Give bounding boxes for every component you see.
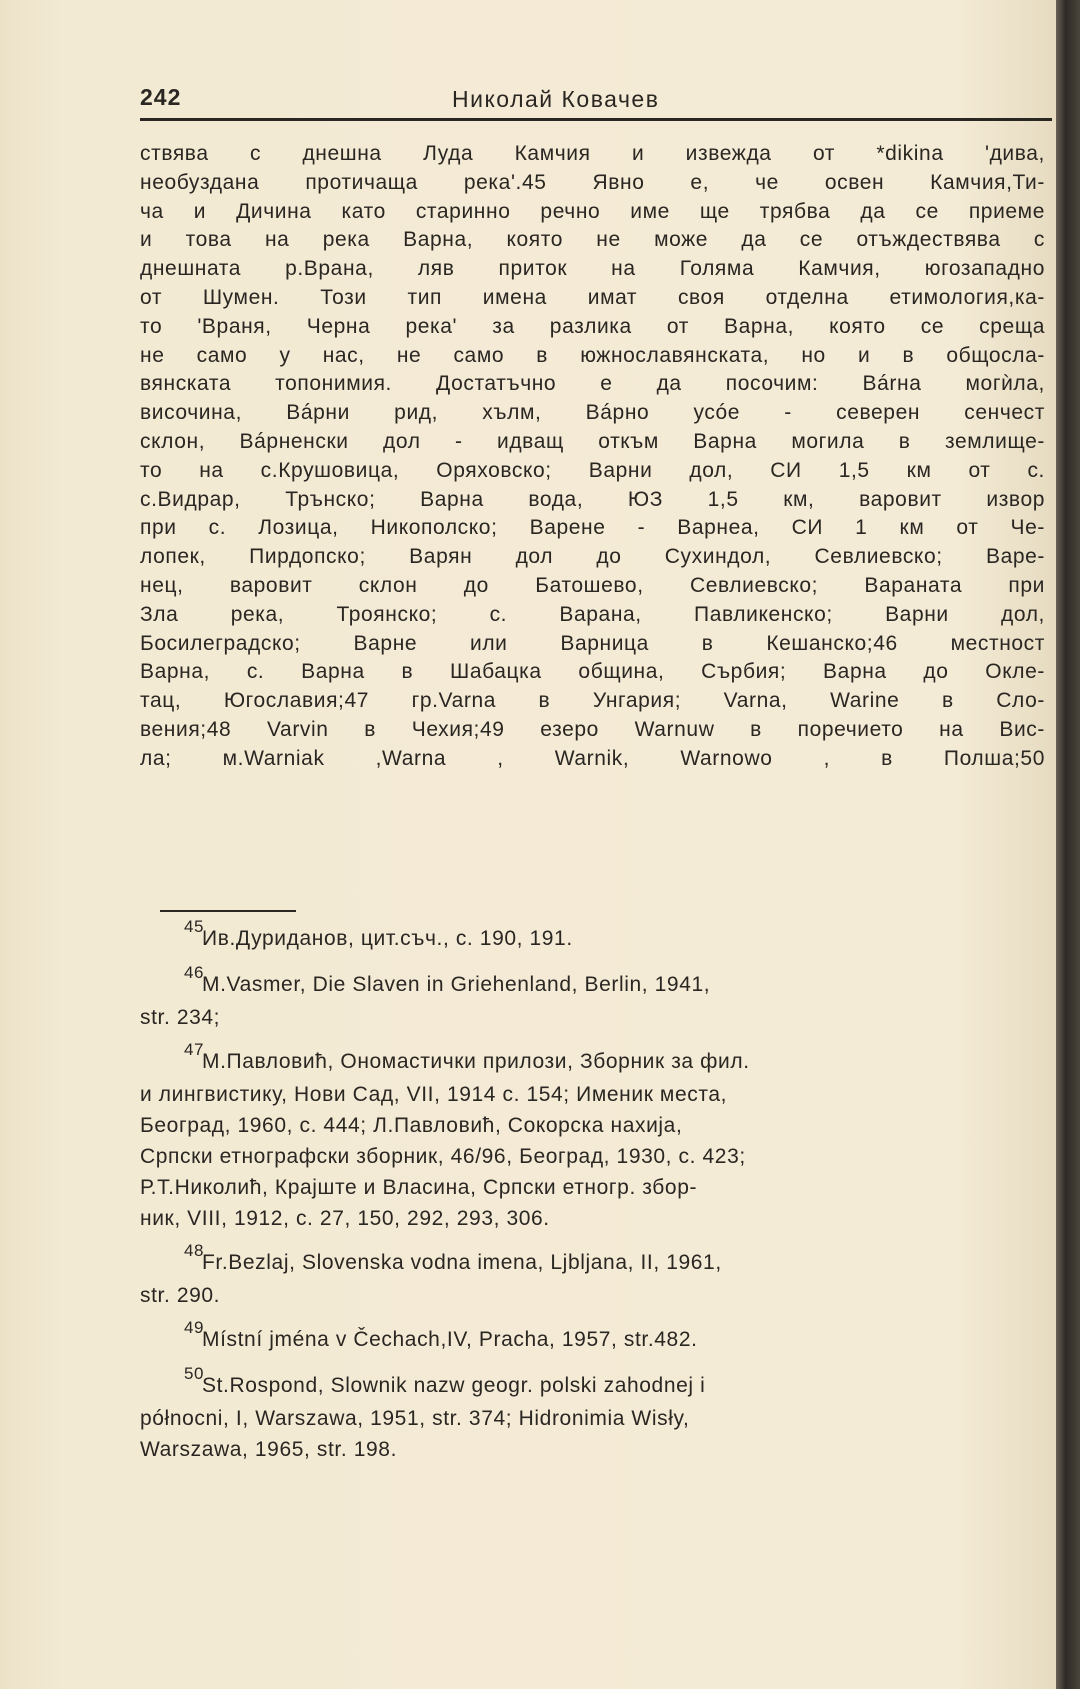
text-line: вения;48 Varvin в Чехия;49 езеро Warnuw в поречието на Вис- — [140, 717, 1045, 741]
header-rule — [140, 118, 1052, 121]
footnote-line: Р.Т.Николић, Крајште и Власина, Српски етногр. збор- — [140, 1176, 698, 1199]
footnote-line: M.Vasmer, Die Slaven in Griehenland, Berlin, 1941, — [202, 973, 711, 996]
footnote — [140, 1364, 1045, 1465]
running-title: Николай Ковачев — [452, 86, 660, 112]
footnotes — [140, 917, 1045, 1477]
text-line: ча и Дичина като старинно речно име ще трябва да се приеме — [140, 199, 1045, 223]
text-line: ла; м.Warniak ,Warna , Warnik, Warnowo , в Полша;50 — [140, 746, 1045, 770]
text-line: височина, Вáрни рид, хълм, Вáрно усóе - северен сенчест — [140, 401, 1045, 425]
text-line: Босилеградско; Варне или Варница в Кешанско;46 местност — [140, 631, 1045, 655]
footnote-line: północni, I, Warszawa, 1951, str. 374; Hidronimia Wisły, — [140, 1407, 690, 1430]
footnote — [140, 1241, 1045, 1311]
text-line: Зла река, Троянско; с. Варана, Павликенско; Варни дол, — [140, 602, 1045, 626]
footnote-line: ник, VIII, 1912, с. 27, 150, 292, 293, 306. — [140, 1207, 550, 1230]
footnote-line: St.Rospond, Slownik nazw geogr. polski zahodnej i — [202, 1374, 706, 1397]
text-line: необуздана протичаща река'.45 Явно е, че освен Камчия,Ти- — [140, 170, 1045, 194]
footnote-number: 48 — [184, 1241, 205, 1260]
text-line: при с. Лозица, Никополско; Варене - Варнеа, СИ 1 км от Че- — [140, 516, 1045, 540]
footnote-number: 46 — [184, 963, 205, 982]
text-line: не само у нас, не само в южнославянската, но и в общосла- — [140, 343, 1045, 367]
footnote-line: Fr.Bezlaj, Slovenska vodna imena, Ljbljana, II, 1961, — [202, 1251, 722, 1274]
text-line: с.Видрар, Трънско; Варна вода, ЮЗ 1,5 км, варовит извор — [140, 487, 1045, 511]
footnote-rule — [160, 910, 296, 912]
book-binding-edge — [1056, 0, 1080, 1689]
text-line: лопек, Пирдопско; Варян дол до Сухиндол, Севлиевско; Варе- — [140, 545, 1045, 569]
footnote-line: Warszawa, 1965, str. 198. — [140, 1438, 398, 1461]
text-line: то на с.Крушовица, Оряховско; Варни дол, СИ 1,5 км от с. — [140, 458, 1045, 482]
footnote-line: Српски етнографски зборник, 46/96, Београд, 1930, с. 423; — [140, 1145, 746, 1168]
footnote — [140, 963, 1045, 1033]
page-number: 242 — [140, 84, 182, 110]
text-line: днешната р.Врана, ляв приток на Голяма Камчия, югозападно — [140, 257, 1045, 281]
footnote-line: М.Павловић, Ономастички прилози, Зборник за фил. — [202, 1050, 750, 1073]
footnote-line: Београд, 1960, с. 444; Л.Павловић, Сокорска нахија, — [140, 1114, 683, 1137]
text-line: ствява с днешна Луда Камчия и извежда от *dikina 'дива, — [140, 142, 1045, 165]
footnote-line: Místní jména v Čechach,IV, Pracha, 1957, str.482. — [202, 1328, 698, 1351]
footnote-number: 49 — [184, 1318, 205, 1337]
text-line: Варна, с. Варна в Шабацка община, Сърбия; Варна до Окле- — [140, 660, 1045, 684]
footnote-line: и лингвистику, Нови Сад, VII, 1914 с. 154; Именик места, — [140, 1083, 728, 1106]
text-line: нец, варовит склон до Батошево, Севлиевско; Вараната при — [140, 573, 1045, 597]
footnote — [140, 1040, 1045, 1234]
page-header — [140, 84, 1050, 118]
footnote-line: str. 290. — [140, 1284, 221, 1307]
main-text — [140, 140, 1045, 774]
footnote-number: 47 — [184, 1040, 205, 1059]
text-line: и това на река Варна, която не може да се отъждествява с — [140, 228, 1045, 252]
footnote-number: 50 — [184, 1364, 205, 1383]
footnote-number: 45 — [184, 917, 205, 936]
footnote-line: str. 234; — [140, 1006, 221, 1029]
footnote — [140, 1318, 1045, 1357]
text-line: то 'Враня, Черна река' за разлика от Варна, която се среща — [140, 314, 1045, 338]
text-line: вянската топонимия. Достатъчно е да посочим: Вárна могѝла, — [140, 372, 1045, 396]
text-line: тац, Югославия;47 гр.Varna в Унгария; Varna, Warine в Сло- — [140, 689, 1045, 713]
text-line: склон, Вáрненски дол - идващ откъм Варна могила в землище- — [140, 429, 1045, 453]
footnote-line: Ив.Дуриданов, цит.съч., с. 190, 191. — [202, 927, 573, 950]
footnote — [140, 917, 1045, 956]
text-line: от Шумен. Този тип имена имат своя отделна етимология,ка- — [140, 285, 1045, 309]
